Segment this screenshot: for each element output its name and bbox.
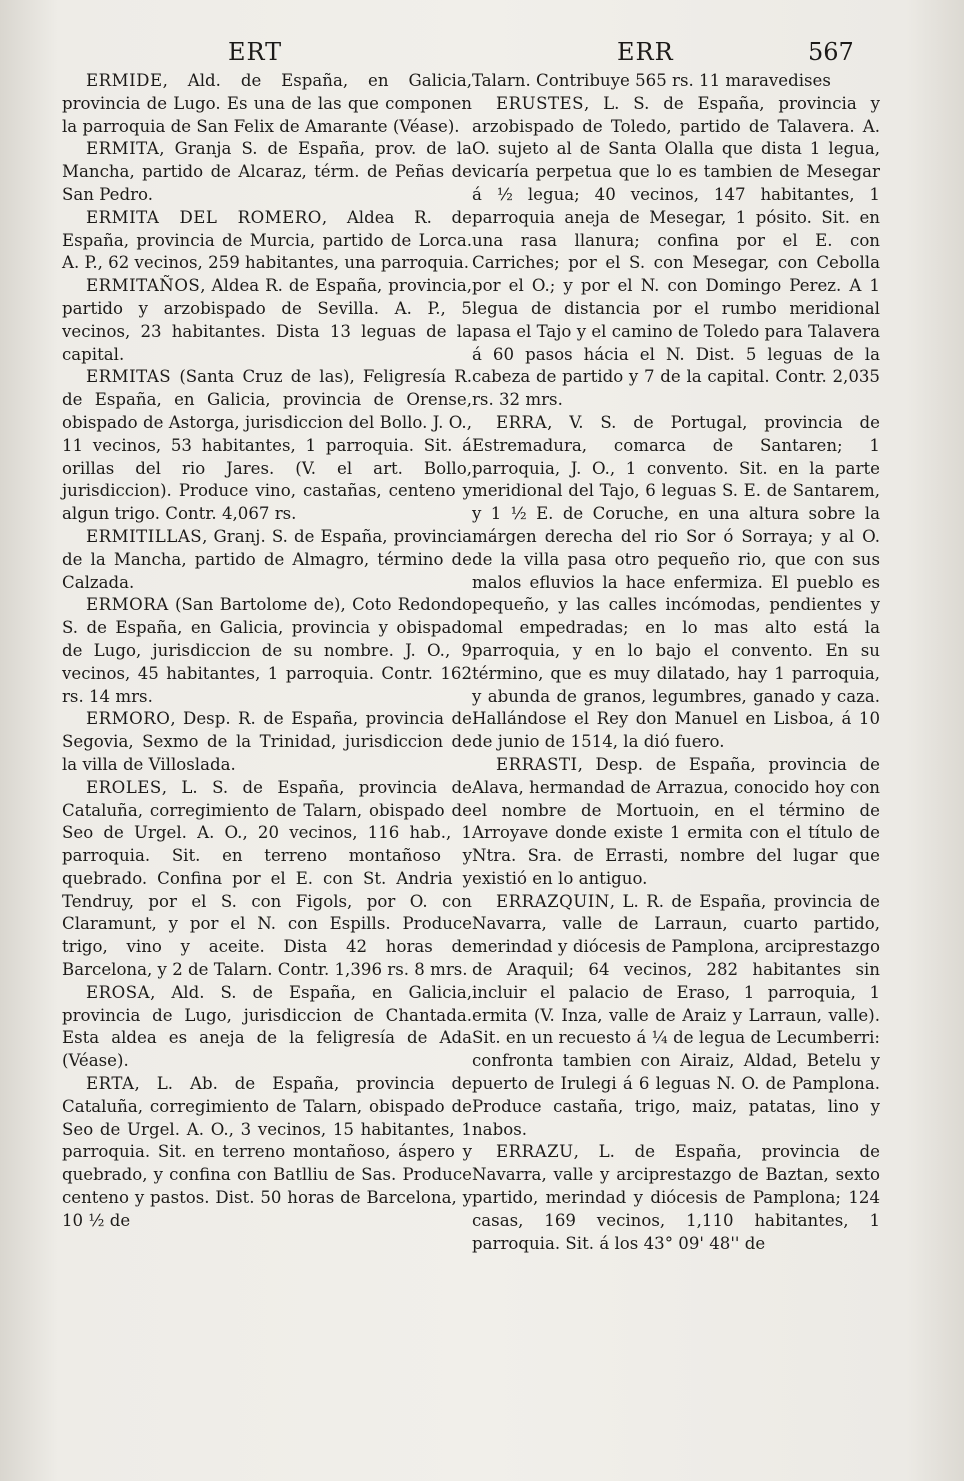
entry-text: , V. S. de Portugal, provincia de Estremadura, comarca de Santaren; 1 parroquia, J. O., 1 convento. Sit. en la parte meridional del Tajo, 6 leguas S. E. de Santarem, y 1 ½ E. de Coruche, en una altura sobre la márgen derecha del rio Sor ó Sorraya; y al O. de la villa pasa otro pequeño rio, que con sus malos efluvios la hace enfermiza. El pueblo es pequeño, y las calles incómodas, pendientes y mal empedradas; en lo mas alto está la parroquia, y en lo bajo el convento. En su término, que es muy dilatado, hay 1 parroquia, y abunda de granos, legumbres, ganado y caza. Hallándose el Rey don Manuel en Lisboa, á 10 de junio de 1514, la dió fuero. [472,412,880,752]
entry-text: (San Bartolome de), Coto Redondo S. de España, en Galicia, provincia y obispado de Lugo, jurisdiccion de su nombre. J. O., 9 vecinos, 45 habitantes, 1 parroquia. Contr. 162 rs. 14 mrs. [62,595,472,706]
entry [62,594,472,708]
entry-text: , Granj. S. de España, provincia de la Mancha, partido de Almagro, término de Calzada. [62,526,472,592]
left-running-head: ERT [228,38,283,66]
entry [62,70,472,138]
entry-headword: ERMORO [86,709,171,729]
entry-headword: EROSA [86,982,151,1002]
entry-text: , L. R. de España, provincia de Navarra, valle de Larraun, cuarto partido, merindad y diócesis de Pamplona, arciprestazgo de Araquil; 64 vecinos, 282 habitantes sin incluir el palacio de Eraso, 1 parroquia, 1 ermita (V. Inza, valle de Araiz y Larraun, valle). Sit. en un recuesto á ¼ de legua de Lecumberri: confronta tambien con Airaiz, Aldad, Betelu y puerto de Irulegi á 6 leguas N. O. de Pamplona. Produce castaña, trigo, maiz, patatas, lino y nabos. [472,891,880,1139]
entry-text: , L. de España, provincia de Navarra, valle y arciprestazgo de Baztan, sexto partido, merindad y diócesis de Pamplona; 124 casas, 169 vecinos, 1,110 habitantes, 1 parroquia. Sit. á los 43° 09' 48'' de [472,1142,880,1253]
right-running-head: ERR [617,38,674,66]
entry [472,1141,880,1255]
left-column [62,70,472,1233]
entry [472,412,880,754]
entry-text: , Aldea R. de España, provincia de Murcia, partido de Lorca. A. P., 62 vecinos, 259 habitantes, una parroquia. [62,207,472,273]
entry [62,777,472,982]
entry-headword: ERMORA [86,595,169,615]
entry-headword: ERMITAS [86,367,172,387]
entry-text: , L. S. de España, provincia de Cataluña, corregimiento de Talarn, obispado de Seo de Urgel. A. O., 20 vecinos, 116 hab., 1 parroquia. Sit. en terreno montañoso y quebrado. Confina por el E. con St. Andria y Tendruy, por el S. con Figols, por O. con Claramunt, y por el N. con Espills. Produce trigo, vino y aceite. Dista 42 horas de Barcelona, y 2 de Talarn. Contr. 1,396 rs. 8 mrs. [62,777,472,980]
entry [62,275,472,366]
entry-headword: ERMITILLAS [86,526,203,546]
entry-headword: ERMITA [86,139,160,159]
entry [62,366,472,526]
entry-text: (Santa Cruz de las), Feligresía R. de España, en Galicia, provincia de Orense, obispado de Astorga, jurisdiccion del Bollo. J. O., 11 vecinos, 53 habitantes, 1 parroquia. Sit. á orillas del rio Jares. (V. el art. Bollo, jurisdiccion). Produce vino, castañas, centeno y algun trigo. Contr. 4,067 rs. [62,367,472,524]
entry-text: , L. S. de España, provincia y arzobispado de Toledo, partido de Talavera. A. O. sujeto al de Santa Olalla que dista 1 legua, vicaría perpetua que lo es tambien de Mesegar á ½ legua; 40 vecinos, 147 habitantes, 1 parroquia aneja de Mesegar, 1 pósito. Sit. en una rasa llanura; confina por el E. con Carriches; por el S. con Mesegar, con Cebolla por el O.; y por el N. con Domingo Perez. A 1 legua de distancia por el rumbo meridional pasa el Tajo y el camino de Toledo para Talavera á 60 pasos hácia el N. Dist. 5 leguas de la cabeza de partido y 7 de la capital. Contr. 2,035 rs. 32 mrs. [472,93,880,410]
entry [472,891,880,1142]
entry-headword: ERRAZU [496,1142,574,1162]
entry-text: , Aldea R. de España, provincia, partido y arzobispado de Sevilla. A. P., 5 vecinos, 23 habitantes. Dista 13 leguas de la capital. [62,276,472,364]
entry-headword: ERUSTES [496,93,585,113]
entry [62,138,472,206]
entry-text: , Ald. S. de España, en Galicia, provincia de Lugo, jurisdiccion de Chantada. Esta aldea es aneja de la feligresía de Ada (Véase). [62,982,472,1071]
entry-text: Talarn. Contribuye 565 rs. 11 maravedises [472,71,831,90]
entry-headword: EROLES [86,777,162,797]
entry [62,708,472,776]
right-column [472,70,880,1255]
page-number: 567 [808,38,854,66]
entry [62,207,472,275]
entry-headword: ERMITA DEL ROMERO [86,207,322,227]
entry-headword: ERTA [86,1074,135,1094]
running-header [0,38,964,72]
entry [62,1073,472,1233]
entry [472,70,880,93]
entry [472,93,880,412]
entry-headword: ERRASTI [496,754,578,774]
entry [62,526,472,594]
entry-text: , Desp. R. de España, provincia de Segovia, Sexmo de la Trinidad, jurisdiccion de la villa de Villoslada. [62,709,472,774]
entry [62,982,472,1073]
entry-headword: ERRAZQUIN [496,891,610,911]
entry-headword: ERMIDE [86,71,163,90]
entry-text: , L. Ab. de España, provincia de Cataluña, corregimiento de Talarn, obispado de Seo de Urgel. A. O., 3 vecinos, 15 habitantes, 1 parroquia. Sit. en terreno montañoso, áspero y quebrado, y confina con Batlliu de Sas. Produce centeno y pastos. Dist. 50 horas de Barcelona, y 10 ½ de [62,1074,472,1230]
entry [472,754,880,891]
entry-headword: ERMITAÑOS [86,276,201,296]
entry-text: , Granja S. de España, prov. de la Mancha, partido de Alcaraz, térm. de Peñas de San Pedro. [62,139,472,204]
entry-headword: ERRA [496,412,548,432]
entry-text: , Desp. de España, provincia de Alava, hermandad de Arrazua, conocido hoy con el nombre de Mortuoin, en el término de Arroyave donde existe 1 ermita con el título de Ntra. Sra. de Errasti, nombre del lugar que existió en lo antiguo. [472,754,880,888]
entry-text: , Ald. de España, en Galicia, provincia de Lugo. Es una de las que componen la parroquia de San Felix de Amarante (Véase). [62,71,472,136]
